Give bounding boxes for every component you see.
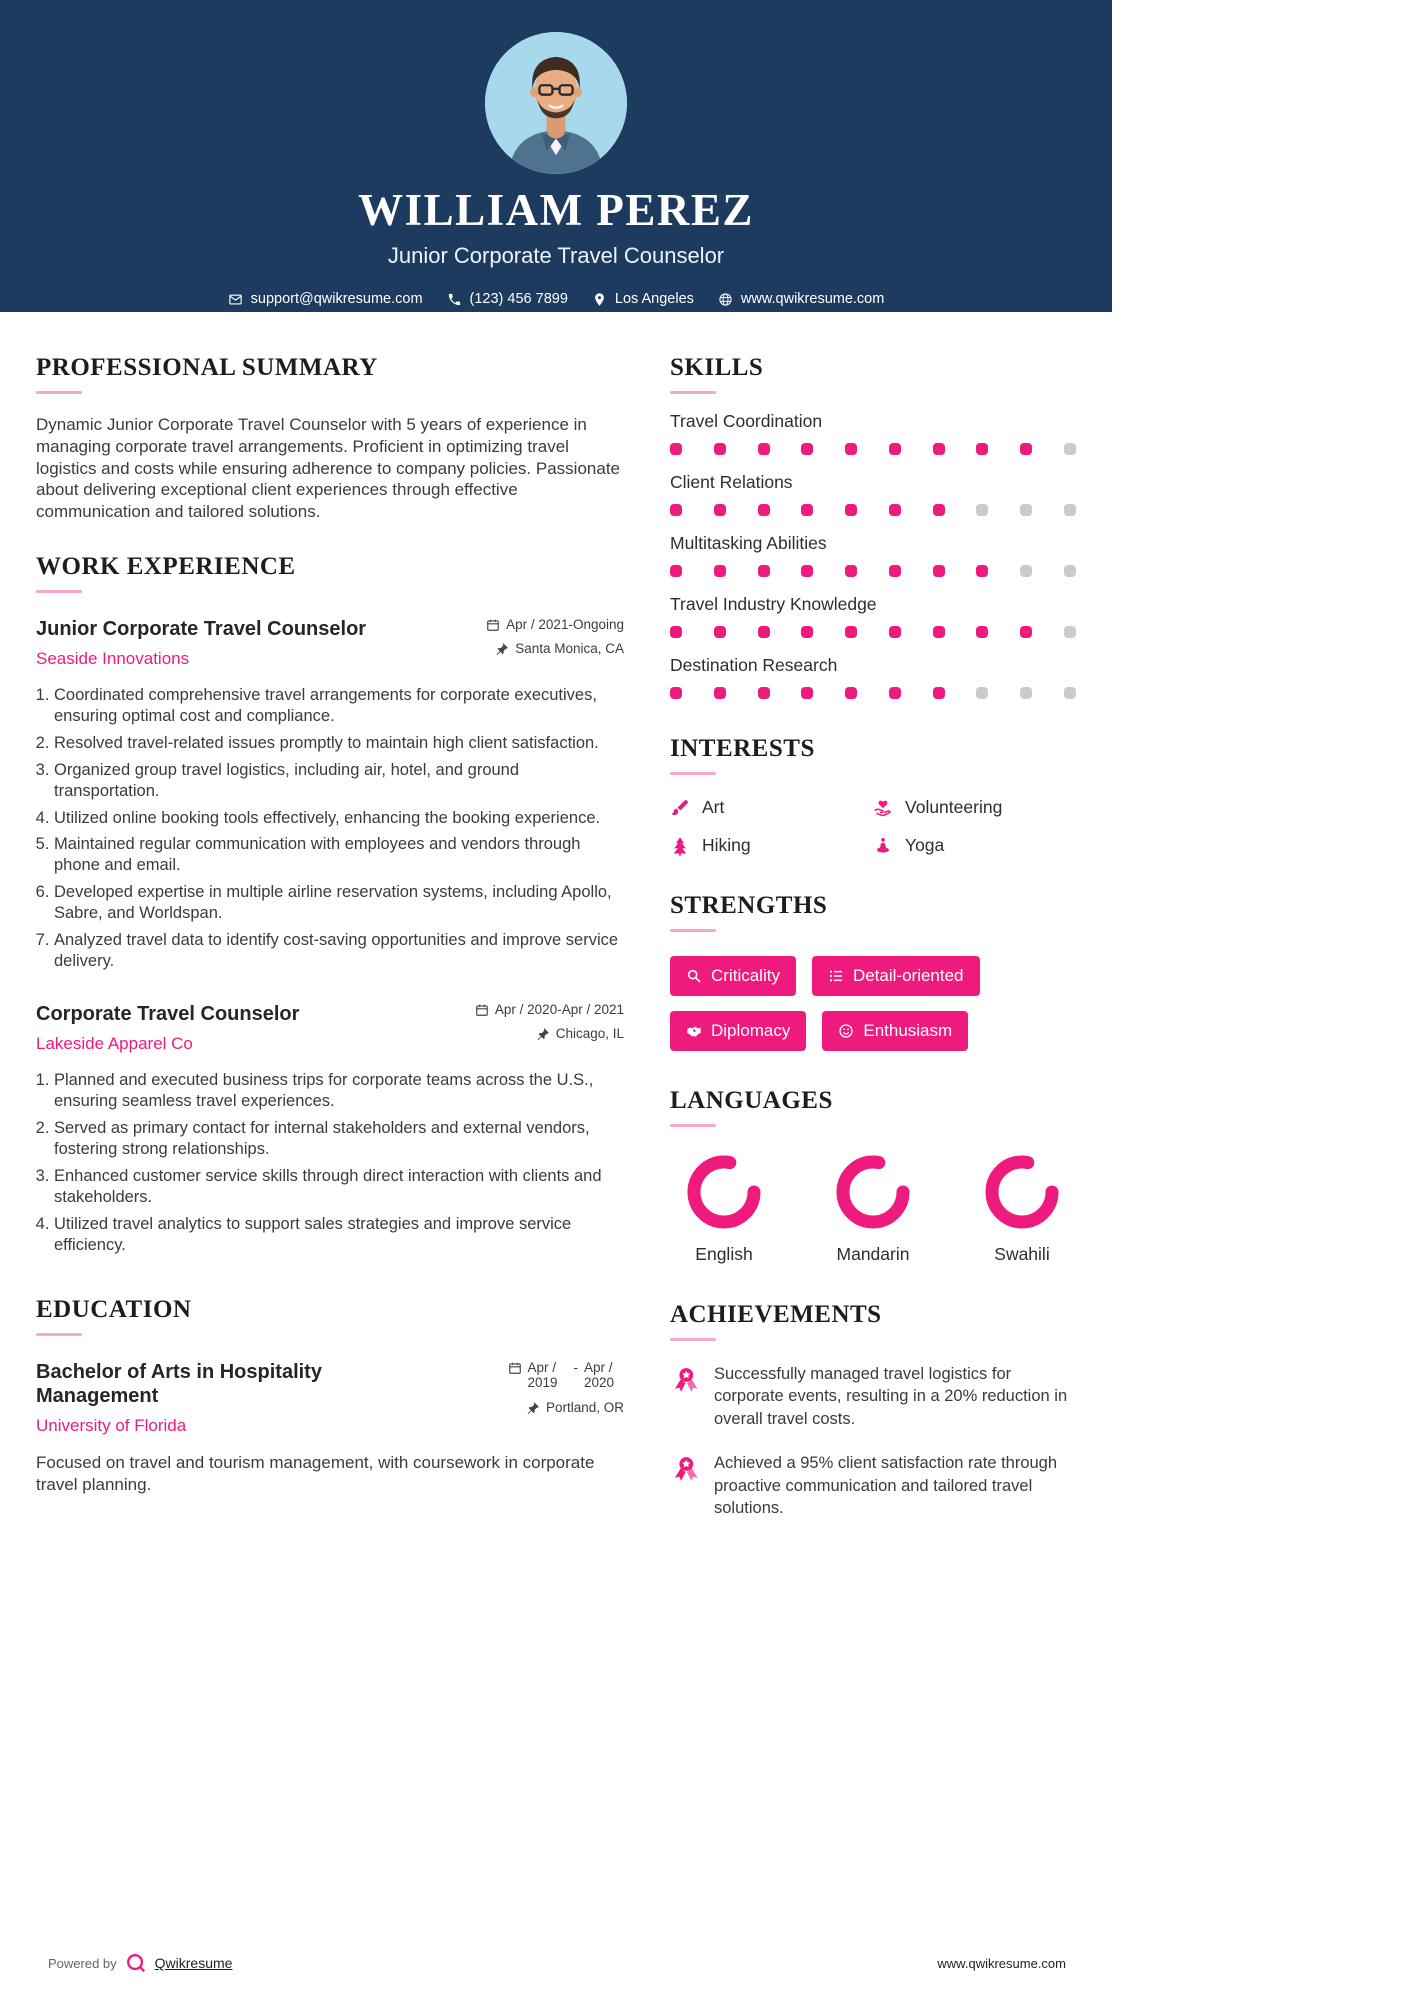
education-location: [508, 1400, 625, 1415]
left-column: [36, 354, 624, 1550]
section-heading-interests: INTERESTS: [670, 735, 815, 762]
skill-dot: [976, 504, 988, 516]
school-name: University of Florida: [36, 1415, 187, 1435]
paintbrush-icon: [670, 798, 690, 818]
skill-dot: [933, 443, 945, 455]
experience-bullet: 3. Organized group travel logistics, including air, hotel, and ground transportation.: [54, 760, 624, 802]
achievement-text: Achieved a 95% client satisfaction rate through proactive communication and tailored travel solutions.: [714, 1454, 1058, 1518]
job-meta: [486, 617, 624, 669]
skill-dot: [1064, 626, 1076, 638]
job-dates: [486, 617, 624, 632]
right-column: [670, 354, 1076, 1550]
heading-accent-line: [670, 929, 716, 932]
education-date-end: Apr / 2020: [584, 1359, 615, 1391]
achievement-item: [670, 1452, 1076, 1519]
experience-bullet: 7. Analyzed travel data to identify cost-saving opportunities and improve service delivery.: [54, 930, 624, 972]
skill-dot: [933, 504, 945, 516]
skill-dot: [933, 565, 945, 577]
skill-dot: [758, 565, 770, 577]
section-heading-languages: LANGUAGES: [670, 1087, 833, 1114]
job-title: Corporate Travel Counselor: [36, 1003, 300, 1026]
job-header: [36, 617, 624, 669]
degree-title: Bachelor of Arts in Hospitality Management: [36, 1360, 322, 1407]
skill-dot: [1064, 504, 1076, 516]
job-location: [486, 641, 624, 656]
education-description: Focused on travel and tourism management, with coursework in corporate travel planning.: [36, 1452, 595, 1494]
contact-row: [0, 291, 1112, 307]
skill-dot: [889, 443, 901, 455]
skill-dot: [758, 504, 770, 516]
language-level-arc: [834, 1153, 912, 1231]
pushpin-icon: [536, 1027, 550, 1041]
skill-dot: [758, 626, 770, 638]
skill-rating: [670, 626, 1076, 638]
section-heading-work: WORK EXPERIENCE: [36, 552, 296, 580]
skill-dot: [801, 443, 813, 455]
strength-tag: [670, 1011, 806, 1051]
skill-dot: [845, 565, 857, 577]
summary-text: Dynamic Junior Corporate Travel Counselor with 5 years of experience in managing corporate travel arrangements. Proficient in optimizing travel logistics and costs while ensuring adherence to company policies. Passionate about delivering exceptional client experiences through effective communication and tailored solutions.: [36, 415, 620, 521]
job-dates: [475, 1002, 624, 1017]
skill-dot: [801, 565, 813, 577]
interest-label: Art: [702, 797, 725, 817]
strength-label: Detail-oriented: [852, 966, 964, 985]
experience-bullet: 2. Served as primary contact for internal stakeholders and external vendors, fostering strong relationships.: [54, 1118, 624, 1160]
heading-accent-line: [36, 391, 82, 394]
skill-dot: [933, 687, 945, 699]
calendar-icon: [508, 1361, 522, 1375]
skill-dot: [670, 626, 682, 638]
job-title-block: [36, 1002, 299, 1054]
job-location-text: Chicago, IL: [555, 1026, 624, 1042]
experience-bullet: 1. Coordinated comprehensive travel arrangements for corporate executives, ensuring optimal cost and compliance.: [54, 685, 624, 727]
job-bullet-list: [36, 685, 624, 972]
avatar-illustration: [485, 32, 627, 174]
skill-dot: [1064, 687, 1076, 699]
language-level-arc: [685, 1153, 763, 1231]
skill-dot: [1064, 443, 1076, 455]
handshake-icon: [686, 1023, 702, 1039]
globe-icon: [718, 292, 733, 307]
footer-website[interactable]: www.qwikresume.com: [937, 1955, 1066, 1971]
skill-dot: [714, 443, 726, 455]
education-location-text: Portland, OR: [545, 1399, 624, 1415]
contact-email[interactable]: [228, 291, 423, 307]
strength-tag: [822, 1011, 968, 1051]
language-name: Mandarin: [836, 1244, 910, 1264]
skill-name: Multitasking Abilities: [670, 533, 827, 553]
contact-location: [592, 291, 694, 307]
skill-dot: [801, 687, 813, 699]
pine-tree-hiking-icon: [670, 836, 690, 856]
job-header: [36, 1002, 624, 1054]
job-location: [475, 1026, 624, 1041]
skill-dot: [670, 565, 682, 577]
contact-phone-text: (123) 456 7899: [469, 291, 568, 307]
skill-dot: [670, 687, 682, 699]
contact-website-text: www.qwikresume.com: [740, 291, 885, 307]
calendar-icon: [475, 1003, 489, 1017]
skill-rating: [670, 504, 1076, 516]
language-name: Swahili: [994, 1244, 1050, 1264]
skill-dot: [1020, 687, 1032, 699]
experience-bullet: 3. Enhanced customer service skills through direct interaction with clients and stakeholders.: [54, 1166, 624, 1208]
job-dates-text: Apr / 2020-Apr / 2021: [494, 1002, 624, 1018]
map-pin-icon: [592, 292, 607, 307]
skill-dot: [1020, 626, 1032, 638]
skill-item: [670, 655, 1076, 699]
heading-accent-line: [36, 1333, 82, 1336]
job-entry: [36, 1002, 624, 1256]
section-work-experience: [36, 553, 624, 1256]
interest-item: [670, 835, 873, 856]
interests-grid: [670, 797, 1076, 856]
language-item: [976, 1153, 1068, 1265]
section-languages: [670, 1087, 1076, 1265]
section-heading-skills: SKILLS: [670, 354, 764, 381]
language-name: English: [695, 1244, 753, 1264]
powered-by-text: Powered by: [48, 1955, 117, 1971]
section-heading-strengths: STRENGTHS: [670, 892, 828, 919]
experience-bullet: 5. Maintained regular communication with employees and vendors through phone and email.: [54, 834, 624, 876]
skill-dot: [801, 626, 813, 638]
experience-bullet: 2. Resolved travel-related issues promptly to maintain high client satisfaction.: [54, 733, 624, 754]
skill-item: [670, 594, 1076, 638]
contact-email-text: support@qwikresume.com: [250, 291, 423, 307]
pushpin-icon: [526, 1401, 540, 1415]
skill-dot: [976, 565, 988, 577]
skill-dot: [1064, 565, 1076, 577]
skill-dot: [845, 626, 857, 638]
skill-dot: [801, 504, 813, 516]
calendar-icon: [486, 618, 500, 632]
skill-dot: [1020, 443, 1032, 455]
skill-name: Travel Industry Knowledge: [670, 594, 877, 614]
education-header: [36, 1360, 624, 1436]
section-education: [36, 1296, 624, 1496]
experience-bullet: 4. Utilized online booking tools effectively, enhancing the booking experience.: [54, 808, 624, 829]
medal-icon: [670, 1454, 700, 1484]
interest-item: [873, 835, 1076, 856]
skill-dot: [976, 687, 988, 699]
strength-label: Enthusiasm: [863, 1021, 953, 1040]
magnifier-icon: [686, 968, 702, 984]
resume-body: [0, 312, 1112, 1550]
skill-item: [670, 533, 1076, 577]
skill-dot: [889, 504, 901, 516]
education-meta: [508, 1360, 625, 1436]
list-icon: [828, 968, 844, 984]
skill-dot: [758, 687, 770, 699]
education-date-start: Apr / 2019: [527, 1359, 558, 1391]
skill-dot: [670, 443, 682, 455]
heading-accent-line: [36, 590, 82, 593]
heading-accent-line: [670, 391, 716, 394]
strength-label: Criticality: [711, 966, 780, 985]
section-professional-summary: [36, 354, 624, 523]
skill-dot: [1020, 565, 1032, 577]
section-achievements: [670, 1301, 1076, 1520]
profile-photo: [485, 32, 627, 174]
skill-dot: [889, 687, 901, 699]
section-heading-summary: PROFESSIONAL SUMMARY: [36, 354, 378, 381]
skill-rating: [670, 565, 1076, 577]
candidate-name: WILLIAM PEREZ: [358, 185, 754, 235]
achievement-item: [670, 1363, 1076, 1430]
skill-dot: [976, 443, 988, 455]
skill-dot: [758, 443, 770, 455]
language-item: [678, 1153, 770, 1265]
language-level-arc: [983, 1153, 1061, 1231]
skill-rating: [670, 687, 1076, 699]
volunteering-hands-heart-icon: [873, 798, 893, 818]
experience-bullet: 4. Utilized travel analytics to support sales strategies and improve service efficiency.: [54, 1214, 624, 1256]
interest-label: Volunteering: [905, 797, 1003, 817]
education-dates: [508, 1360, 625, 1391]
skill-dot: [845, 504, 857, 516]
skill-name: Client Relations: [670, 472, 793, 492]
interest-label: Yoga: [905, 835, 945, 855]
achievement-text: Successfully managed travel logistics for corporate events, resulting in a 20% reduction in overall travel costs.: [714, 1365, 1068, 1428]
skill-item: [670, 411, 1076, 455]
job-meta: [475, 1002, 624, 1054]
section-skills: [670, 354, 1076, 699]
skill-dot: [845, 443, 857, 455]
contact-location-text: Los Angeles: [614, 291, 694, 307]
job-company: Lakeside Apparel Co: [36, 1034, 193, 1054]
header: [0, 0, 1112, 312]
skill-dot: [670, 504, 682, 516]
section-heading-education: EDUCATION: [36, 1295, 192, 1323]
skill-dot: [889, 565, 901, 577]
skill-rating: [670, 443, 1076, 455]
job-location-text: Santa Monica, CA: [515, 640, 624, 656]
contact-phone[interactable]: [447, 291, 568, 307]
section-heading-achievements: ACHIEVEMENTS: [670, 1301, 882, 1328]
skill-dot: [976, 626, 988, 638]
language-item: [827, 1153, 919, 1265]
skill-dot: [714, 504, 726, 516]
section-interests: [670, 735, 1076, 856]
yoga-person-icon: [873, 836, 893, 856]
education-title-block: [36, 1360, 366, 1436]
candidate-job-title: Junior Corporate Travel Counselor: [387, 243, 725, 268]
qwikresume-brand-link[interactable]: Qwikresume: [154, 1955, 233, 1971]
powered-by: [48, 1952, 232, 1974]
envelope-icon: [228, 292, 243, 307]
education-entry: [36, 1360, 624, 1496]
strength-tag: [812, 956, 980, 996]
experience-bullet: 6. Developed expertise in multiple airline reservation systems, including Apollo, Sabre, and Worldspan.: [54, 882, 624, 924]
skill-dot: [714, 687, 726, 699]
job-company: Seaside Innovations: [36, 648, 190, 668]
languages-list: [670, 1153, 1076, 1265]
skill-dot: [714, 565, 726, 577]
interest-label: Hiking: [702, 835, 751, 855]
contact-website[interactable]: [718, 291, 884, 307]
smiley-icon: [838, 1023, 854, 1039]
strength-tag: [670, 956, 796, 996]
skill-name: Destination Research: [670, 655, 838, 675]
job-title-block: [36, 617, 366, 669]
skill-dot: [889, 626, 901, 638]
heading-accent-line: [670, 772, 716, 775]
interest-item: [670, 797, 873, 818]
strengths-list: [670, 956, 1076, 1051]
skill-dot: [933, 626, 945, 638]
skill-dot: [845, 687, 857, 699]
education-date-separator: -: [573, 1359, 578, 1375]
heading-accent-line: [670, 1124, 716, 1127]
skill-name: Travel Coordination: [670, 411, 823, 431]
skill-item: [670, 472, 1076, 516]
skill-dot: [1020, 504, 1032, 516]
pushpin-icon: [495, 642, 509, 656]
experience-bullet: 1. Planned and executed business trips for corporate teams across the U.S., ensuring seamless travel experiences.: [54, 1070, 624, 1112]
job-entry: [36, 617, 624, 972]
interest-item: [873, 797, 1076, 818]
job-title: Junior Corporate Travel Counselor: [36, 617, 367, 640]
job-dates-text: Apr / 2021-Ongoing: [506, 616, 624, 632]
section-strengths: [670, 892, 1076, 1051]
phone-icon: [447, 292, 462, 307]
heading-accent-line: [670, 1338, 716, 1341]
medal-icon: [670, 1365, 700, 1395]
page-footer: [48, 1952, 1066, 1974]
qwikresume-logo-icon: [125, 1952, 147, 1974]
strength-label: Diplomacy: [711, 1021, 791, 1040]
skill-dot: [714, 626, 726, 638]
job-bullet-list: [36, 1070, 624, 1256]
